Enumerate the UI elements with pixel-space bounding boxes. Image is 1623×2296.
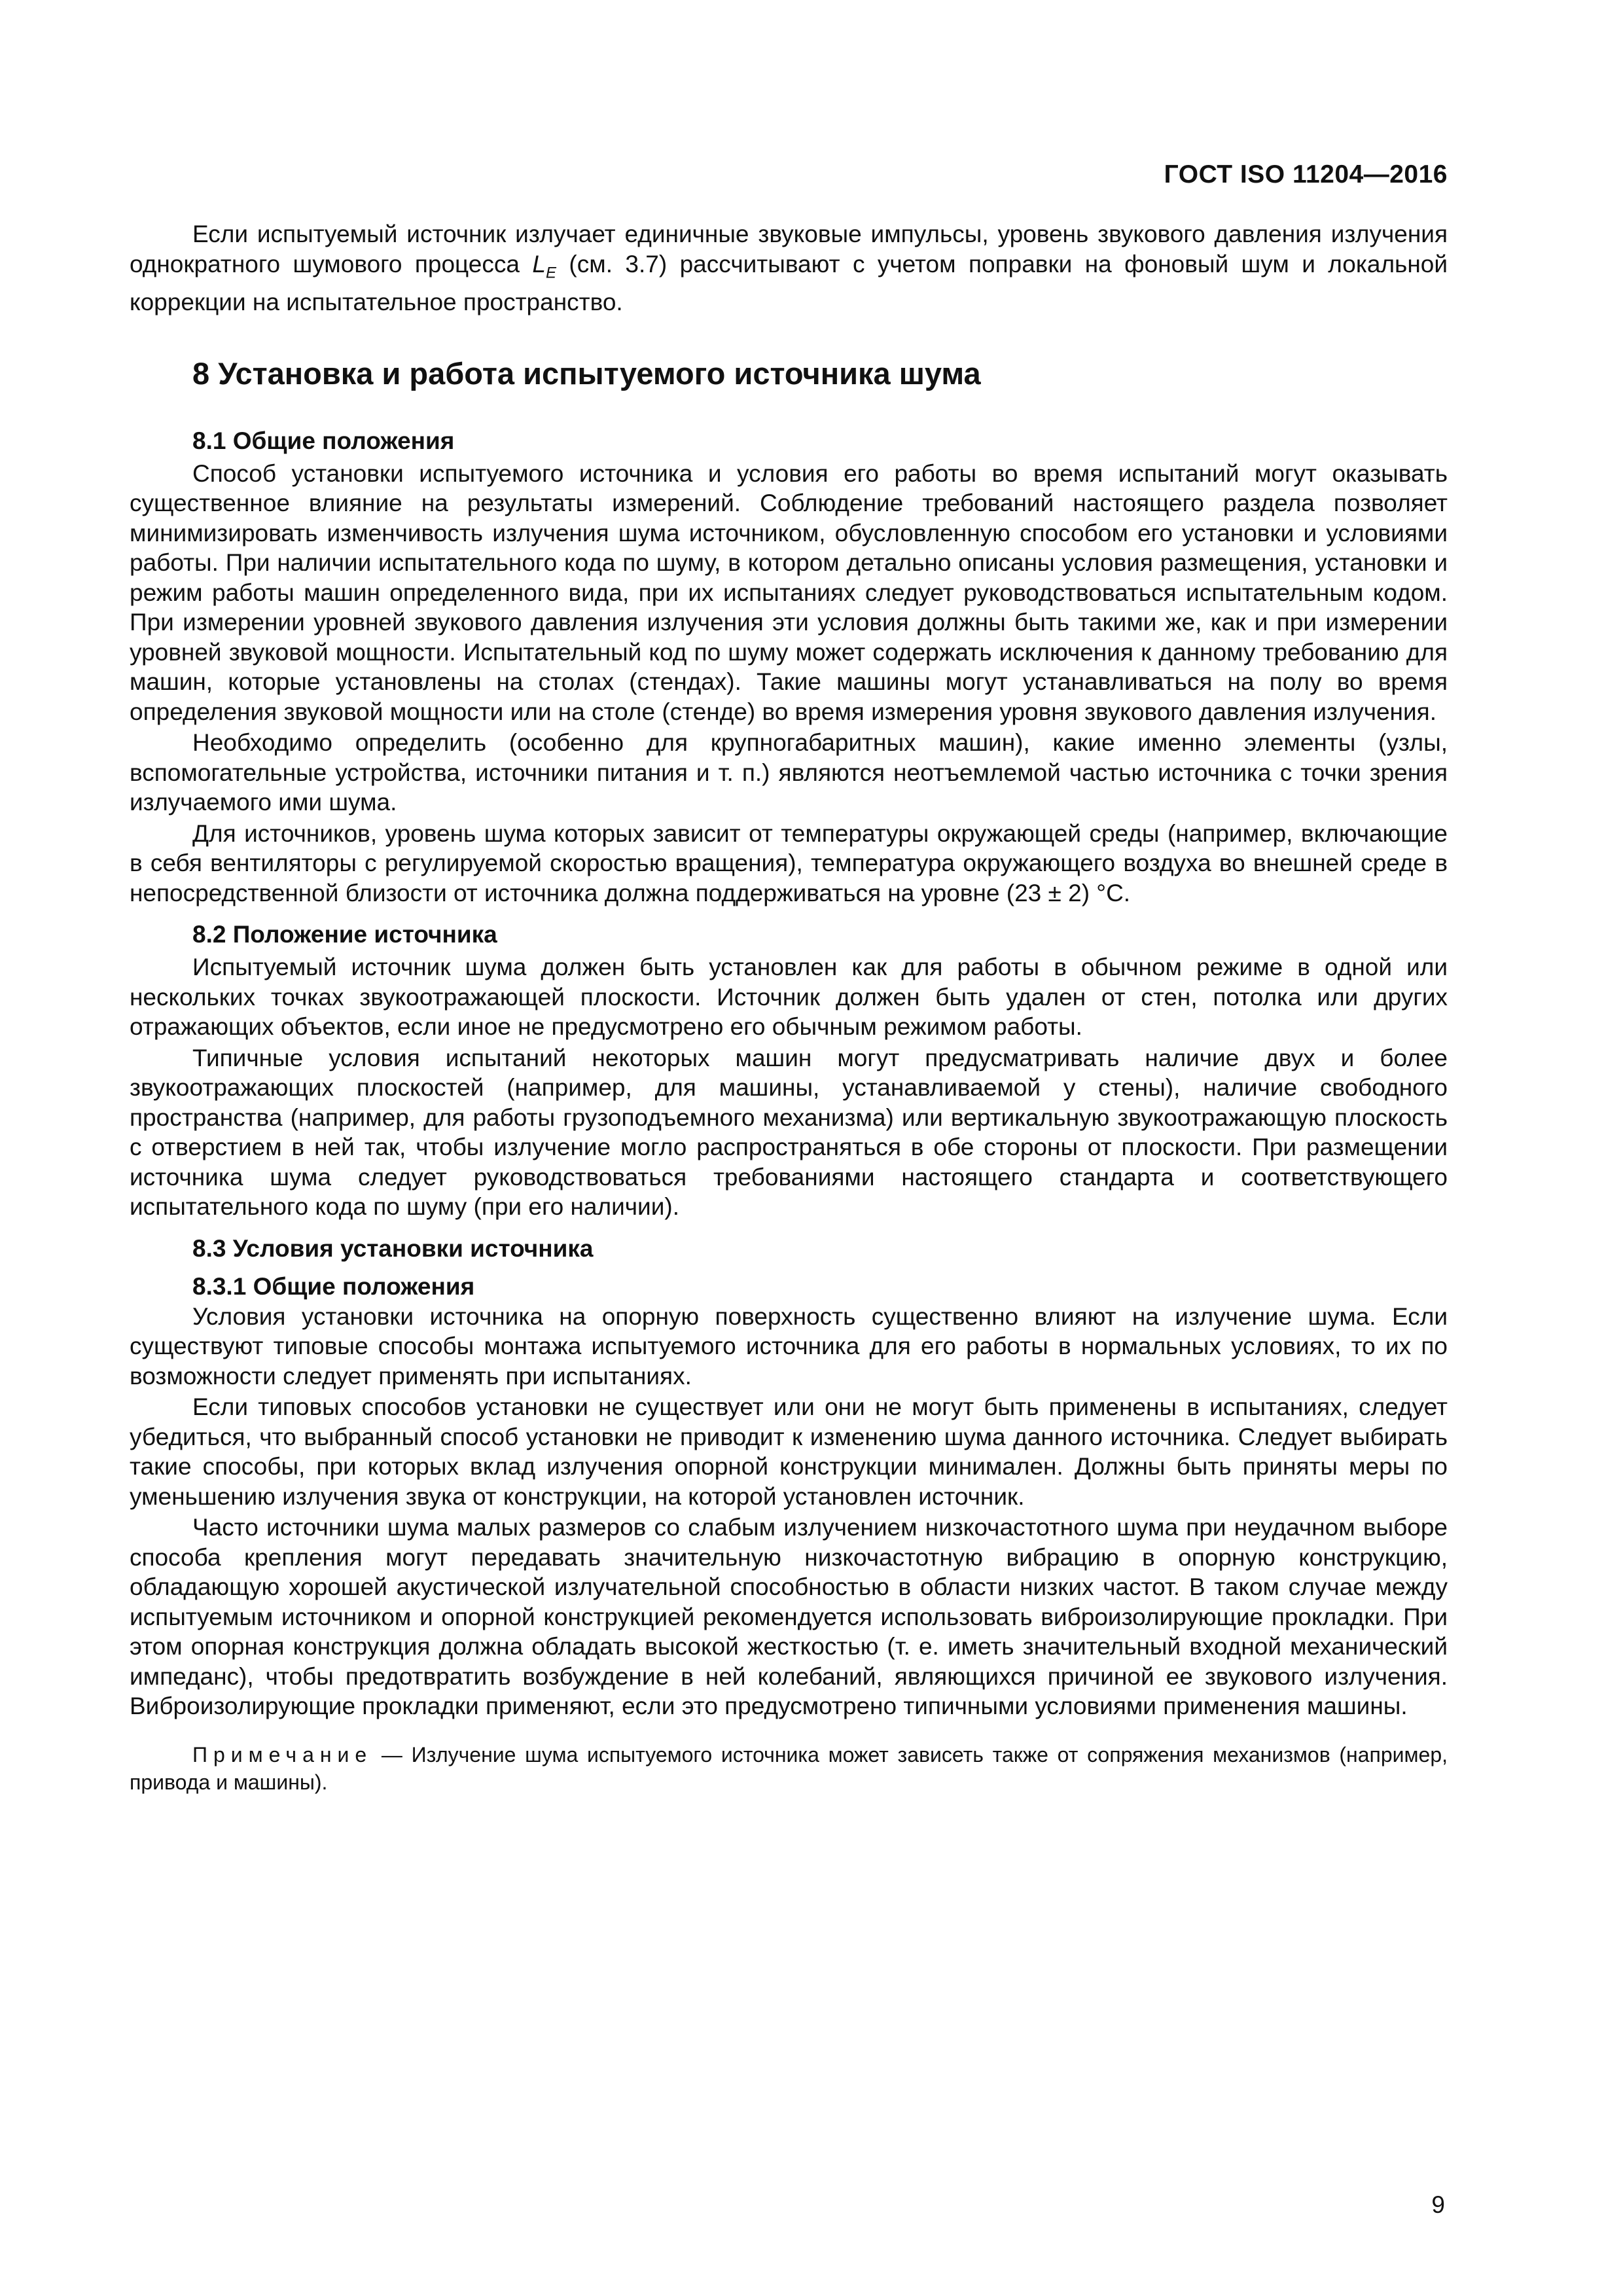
note-dash: — xyxy=(372,1742,412,1767)
note-paragraph xyxy=(130,1741,1448,1796)
section-8-2-paragraph-1: Испытуемый источник шума должен быть установлен как для работы в обычном режиме в одной или нескольких точках звукоотражающей плоскости. Источник должен быть удален от стен, потолка или других отражающих объектов, если иное не предусмотрено его обычным режимом работы. xyxy=(130,954,1448,1041)
section-8-3-1-paragraph-1: Условия установки источника на опорную поверхность существенно влияют на излучение шума. Если существуют типовые способы монтажа испытуемого источника для его работы в нормальных условиях, то их по возможности следует применять при испытаниях. xyxy=(130,1302,1448,1390)
section-8-2-paragraph-2: Типичные условия испытаний некоторых машин могут предусматривать наличие двух и более звукоотражающих плоскостей (например, для машины, устанавливаемой у стены), наличие свободного пространства (например, для работы грузоподъемного механизма) или вертикальную звукоотражающую плоскость с отверстием в ней так, чтобы излучение могло распространяться в обе стороны от плоскости. При размещении источника шума следует руководствоваться требованиями настоящего стандарта и соответствующего испытательного кода по шуму (при его наличии). xyxy=(130,1044,1448,1221)
section-8-3-1-heading: 8.3.1 Общие положения xyxy=(192,1272,475,1300)
section-8-3-heading: 8.3 Условия установки источника xyxy=(192,1234,594,1262)
section-8-1-paragraph-1: Способ установки испытуемого источника и условия его работы во время испытаний могут оказывать существенное влияние на результаты измерений. Соблюдение требований настоящего раздела позволяет минимизировать изменчивость излучения шума источником, обусловленную способом его установки и условиями работы. При наличии испытательного кода по шуму, в котором детально описаны условия размещения, установки и режим работы машин определенного вида, при их испытаниях следует руководствоваться испытательным кодом. При измерении уровней звукового давления излучения эти условия должны быть такими же, как и при измерении уровней звуковой мощности. Испытательный код по шуму может содержать исключения к данному требованию для машин, которые установлены на столах (стендах). Такие машины могут устанавливаться на полу во время определения звуковой мощности или на столе (стенде) во время измерения уровня звукового давления излучения. xyxy=(130,459,1448,725)
note-text: Излучение шума испытуемого источника может зависеть также от сопряжения механизмов (например, привода и машины). xyxy=(130,1742,1448,1794)
section-8-1-paragraph-3: Для источников, уровень шума которых зависит от температуры окружающей среды (например, включающие в себя вентиляторы с регулируемой скоростью вращения), температура окружающего воздуха во внешней среде в непосредственной близости от источника должна поддерживаться на уровне (23 ± 2) °С. xyxy=(130,819,1448,906)
section-8-title: 8 Установка и работа испытуемого источника шума xyxy=(192,355,981,391)
symbol-le xyxy=(532,250,556,281)
symbol-subscript: E xyxy=(545,263,556,281)
section-8-3-1-paragraph-2: Если типовых способов установки не существует или они не могут быть применены в испытаниях, следует убедиться, что выбранный способ установки не приводит к изменению шума данного источника. Следует выбирать такие способы, при которых вклад излучения опорной конструкции минимален. Должны быть приняты меры по уменьшению излучения звука от конструкции, на которой установлен источник. xyxy=(130,1393,1448,1510)
section-8-1-paragraph-2: Необходимо определить (особенно для крупногабаритных машин), какие именно элементы (узлы, вспомогательные устройства, источники питания и т. п.) являются неотъемлемой частью источника с точки зрения излучаемого ими шума. xyxy=(130,729,1448,816)
document-code-header: ГОСТ ISO 11204—2016 xyxy=(1164,160,1448,188)
intro-text-before: Если испытуемый источник излучает единичные звуковые импульсы, уровень звукового давления излучения однократного шумового процесса xyxy=(130,221,1448,278)
page-number: 9 xyxy=(1431,2191,1445,2218)
intro-text-after: (см. 3.7) рассчитывают с учетом поправки на фоновый шум и локальной коррекции на испытательное пространство. xyxy=(130,250,1448,316)
page-body xyxy=(130,219,1448,1796)
intro-paragraph xyxy=(130,219,1448,317)
section-8-3-1-paragraph-3: Часто источники шума малых размеров со слабым излучением низкочастотного шума при неудачном выборе способа крепления могут передавать значительную низкочастотную вибрацию в опорную конструкцию, обладающую хорошей акустической излучательной способностью в области низких частот. В таком случае между испытуемым источником и опорной конструкцией рекомендуется использовать виброизолирующие прокладки. При этом опорная конструкция должна обладать высокой жесткостью (т. е. иметь значительный входной механический импеданс), чтобы предотвратить возбуждение в ней колебаний, являющихся причиной ее звукового излучения. Виброизолирующие прокладки применяют, если это предусмотрено типичными условиями применения машины. xyxy=(130,1514,1448,1720)
section-8-2-heading: 8.2 Положение источника xyxy=(192,921,497,948)
section-8-1-heading: 8.1 Общие положения xyxy=(192,427,455,454)
note-label: Примечание xyxy=(192,1742,373,1767)
symbol-main: L xyxy=(532,250,546,278)
